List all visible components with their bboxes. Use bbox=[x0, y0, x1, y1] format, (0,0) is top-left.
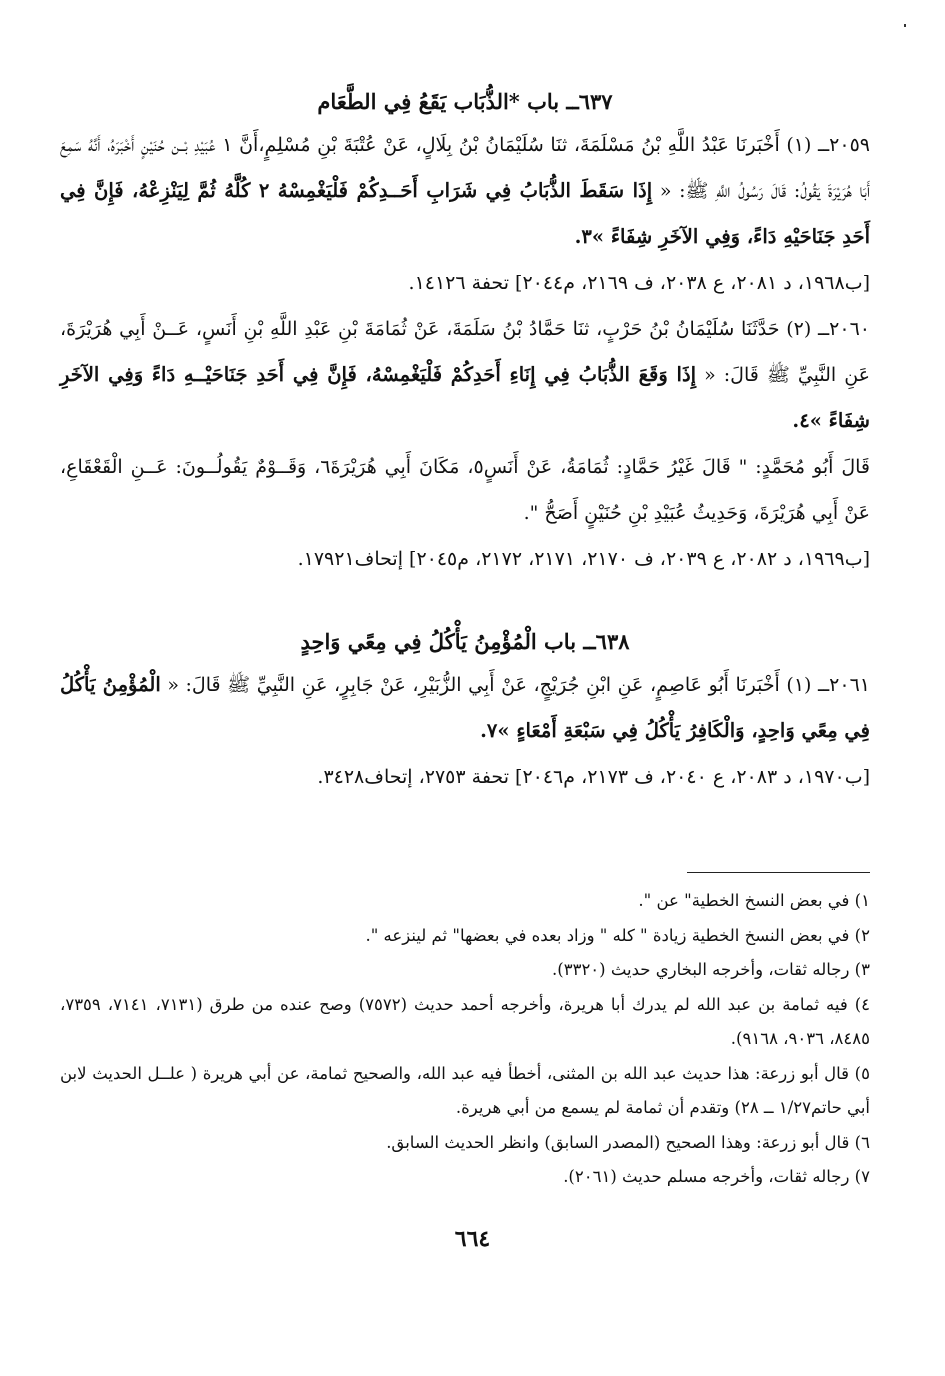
page-number: ٦٦٤ bbox=[454, 1226, 491, 1252]
footnote-7: ٧) رجاله ثقات، وأخرجه مسلم حديث (٢٠٦١). bbox=[563, 1167, 870, 1186]
hadith-2059 bbox=[60, 122, 870, 260]
chapter-heading-637: ٦٣٧ــ باب *الذُّبَاب يَقَعُ فِي الطَّعَام bbox=[317, 89, 613, 114]
hadith-2059-matn: إِذَا سَقَطَ الذُّبَابُ فِي شَرَابِ أَحَــدِكُمْ فَلْيَغْمِسْهُ ٢ كُلَّهُ ثُمَّ لِيَنْزِعْهُ، فَإِنَّ فِي أَحَدِ جَنَاحَيْهِ دَاءً، وَفِي الآخَرِ شِفَاءً »٣. bbox=[60, 179, 870, 248]
hadith-2060-isnad: ٢٠٦٠ــ (٢) حَدَّثَنَا سُلَيْمَانُ بْنُ حَرْبٍ، ثنَا حَمَّادُ بْنُ سَلَمَةَ، عَنْ ثُمَامَةَ بْنِ عَبْدِ اللَّهِ بْنِ أَنَسٍ، عَــنْ أَبِي هُرَيْرَةَ، عَنِ النَّبِيِّ ﷺ قَالَ: « bbox=[60, 318, 871, 386]
footnote-5: ٥) قال أبو زرعة: هذا حديث عبد الله بن المثنى، أخطأ فيه عبد الله، والصحيح ثمامة، عن أبي هريرة ( علــل الحديث لابن أبي حاتم١/٢٧ ــ ٢٨) وتقدم أن ثمامة لم يسمع من أبي هريرة. bbox=[60, 1063, 870, 1117]
hadith-2060-matn: إِذَا وَقَعَ الذُّبَابُ فِي إِنَاءِ أَحَدِكُمْ فَلْيَغْمِسْهُ، فَإِنَّ فِي أَحَدِ جَنَاحَيْــهِ دَاءً وَفِي الآخَرِ شِفَاءً »٤. bbox=[60, 363, 870, 432]
footnotes bbox=[60, 884, 870, 1195]
hadith-2060-references: [ب١٩٦٩، د ٢٠٨٢، ع ٢٠٣٩، ف ٢١٧٠، ٢١٧١، ٢١٧٢، م٢٠٤٥] إتحاف١٧٩٢١. bbox=[297, 548, 870, 570]
hadith-2061-matn: الْمُؤْمِنُ يَأْكُلُ فِي مِعًي وَاحِدٍ، وَالْكَافِرُ يَأْكُلُ فِي سَبْعَةِ أَمْعَاءٍ »٧. bbox=[60, 673, 870, 742]
footnote-2: ٢) في بعض النسخ الخطية زيادة " كله " وزاد بعده في بعضها" ثم لينزعه ". bbox=[365, 925, 870, 945]
hadith-2059-references: [ب١٩٦٨، د ٢٠٨١، ع ٢٠٣٨، ف ٢١٦٩، م٢٠٤٤] تحفة ١٤١٢٦. bbox=[408, 272, 870, 294]
section-gap bbox=[60, 582, 870, 622]
chapter-heading-638: ٦٣٨ــ باب الْمُؤْمِنُ يَأْكُلُ فِي مِعًي وَاحِدٍ bbox=[300, 629, 630, 654]
abu-muhammad-comment: قَالَ أَبُو مُحَمَّدٍ: " قَالَ غَيْرُ حَمَّادٍ: ثُمَامَةُ، عَنْ أَنَسٍ٥، مَكَانَ أَبِي هُرَيْرَةَ٦، وَقَــوْمٌ يَقُولُــونَ: عَــنِ الْقَعْقَاعِ، عَنْ أَبِي هُرَيْرَةَ، وَحَدِيثُ عُبَيْدِ بْنِ حُنَيْنٍ أَصَحُّ ". bbox=[60, 456, 871, 524]
hadith-2061 bbox=[60, 662, 870, 754]
hadith-2060 bbox=[60, 306, 870, 444]
footnote-3: ٣) رجاله ثقات، وأخرجه البخاري حديث (٣٣٢٠). bbox=[552, 960, 870, 979]
main-text bbox=[60, 82, 870, 800]
footnote-separator bbox=[687, 872, 870, 873]
hadith-2061-references: [ب١٩٧٠، د ٢٠٨٣، ع ٢٠٤٠، ف ٢١٧٣، م٢٠٤٦] تحفة ٢٧٥٣، إتحاف٣٤٢٨. bbox=[317, 766, 870, 788]
footnote-6: ٦) قال أبو زرعة: وهذا الصحيح (المصدر السابق) وانظر الحديث السابق. bbox=[386, 1132, 870, 1152]
hadith-2061-isnad: ٢٠٦١ــ (١) أَخْبَرنَا أَبُو عَاصِمٍ، عَنِ ابْنِ جُرَيْجٍ، عَنْ أَبِي الزُّبَيْرِ، عَنْ جَابِرٍ، عَنِ النَّبِيِّ ﷺ قَالَ: « bbox=[167, 674, 870, 696]
footnote-4: ٤) فيه ثمامة بن عبد الله لم يدرك أبا هريرة، وأخرجه أحمد حديث (٧٥٧٢) وصح عنده من طرق (٧١٣١، ٧١٤١، ٧٣٥٩، ٨٤٨٥، ٩٠٣٦، ٩١٦٨). bbox=[60, 994, 871, 1048]
footnote-1: ١) في بعض النسخ الخطية" عن ". bbox=[638, 891, 870, 910]
scan-speck bbox=[904, 24, 906, 27]
hadith-2059-isnad: ٢٠٥٩ــ (١) أَخْبَرنَا عَبْدُ اللَّهِ بْنُ مَسْلَمَةَ، ثنَا سُلَيْمَانُ بْنُ بِلَالٍ، عَنْ عُتْبَةَ بْنِ مُسْلِمٍ،أَنَّ ١ عُبَيْدِ بْــن حُنَيْنٍ أَخْبَرَهُ، أَنَّهُ سَمِعَ أَبَا هُرَيْرَةَ يَقُولُ: قَالَ رَسُولُ اللَّهِ ﷺ: « bbox=[60, 134, 870, 202]
